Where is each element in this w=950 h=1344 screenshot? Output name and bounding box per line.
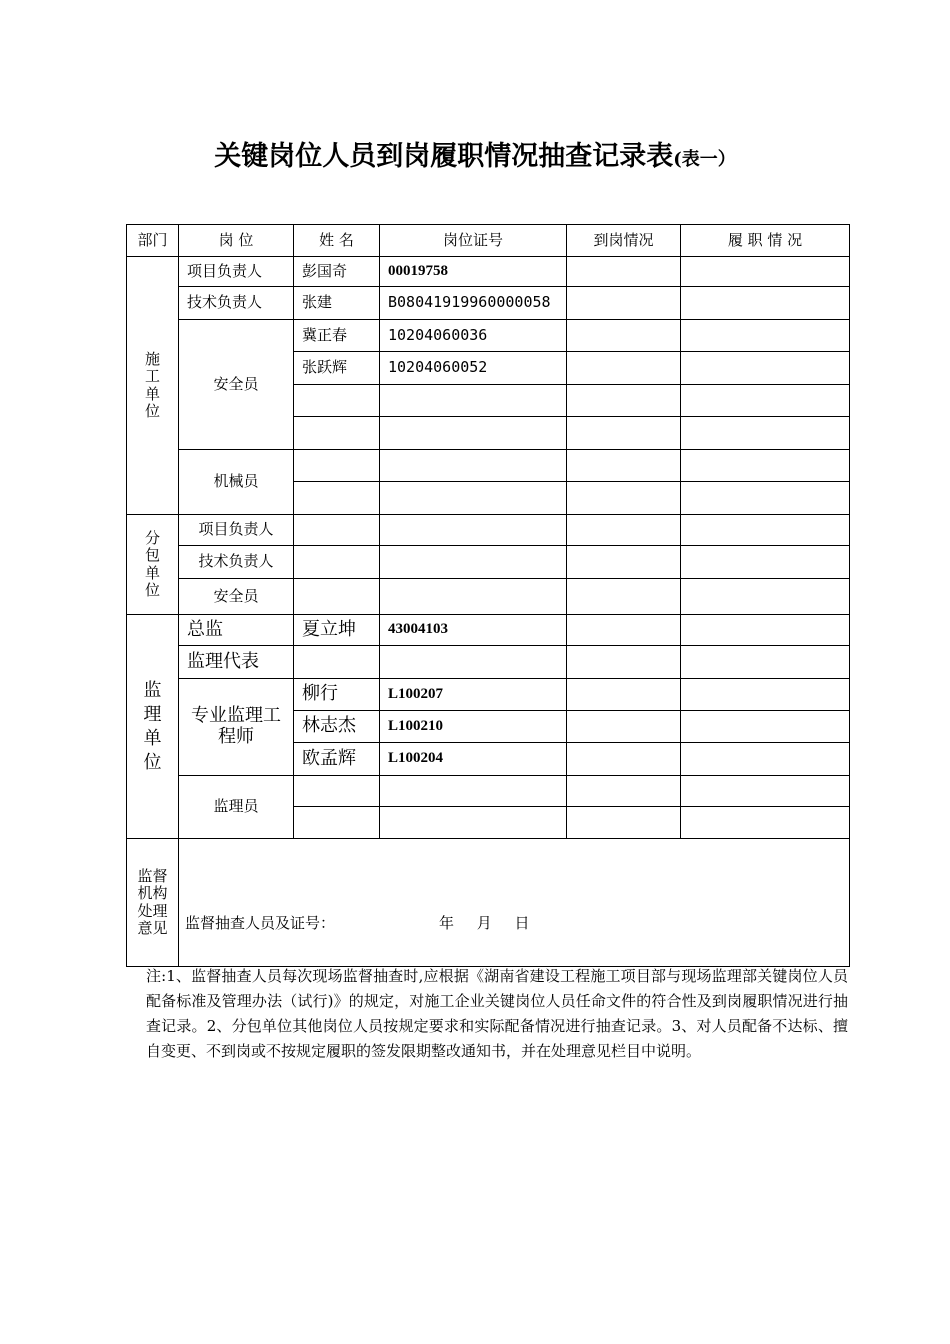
cert-cell: [380, 385, 567, 417]
dept-char: 单: [143, 727, 162, 749]
cert-cell: [380, 646, 567, 679]
duty-cell: [681, 450, 850, 482]
post-cell: 专业监理工程师: [179, 679, 294, 776]
title-suffix: (表一）: [673, 149, 736, 170]
duty-cell: [681, 482, 850, 515]
name-cell: [294, 807, 380, 839]
post-cell: 技术负责人: [179, 287, 294, 320]
duty-cell: [681, 320, 850, 352]
name-cell: 林志杰: [294, 711, 380, 743]
header-dept: 部门: [127, 225, 179, 257]
table-row: [127, 450, 850, 482]
dept-char: 监: [143, 679, 162, 701]
header-arrival: 到岗情况: [567, 225, 681, 257]
name-cell: 欧孟辉: [294, 743, 380, 776]
duty-cell: [681, 546, 850, 579]
duty-cell: [681, 743, 850, 776]
cert-cell: [380, 579, 567, 615]
table-row: [127, 615, 850, 646]
arrival-cell: [567, 546, 681, 579]
cert-cell: [380, 482, 567, 515]
duty-cell: [681, 776, 850, 807]
post-cell: 总监: [179, 615, 294, 646]
name-cell: 柳行: [294, 679, 380, 711]
table-row: [127, 776, 850, 807]
cert-cell: [380, 417, 567, 450]
table-row: [127, 320, 850, 352]
post-cell: 机械员: [179, 450, 294, 515]
post-cell: 项目负责人: [179, 515, 294, 546]
dept-char: 分: [144, 529, 160, 547]
duty-cell: [681, 646, 850, 679]
name-cell: [294, 450, 380, 482]
header-row: [127, 225, 850, 257]
cert-cell: 43004103: [380, 615, 567, 646]
name-cell: [294, 776, 380, 807]
checker-label: 监督抽查人员及证号：: [185, 913, 336, 932]
name-cell: [294, 646, 380, 679]
name-cell: [294, 515, 380, 546]
cert-cell: [380, 515, 567, 546]
duty-cell: [681, 417, 850, 450]
name-cell: [294, 385, 380, 417]
table-row: [127, 287, 850, 320]
cert-cell: 10204060052: [380, 352, 567, 385]
duty-cell: [681, 807, 850, 839]
post-cell: 项目负责人: [179, 257, 294, 287]
post-cell: 安全员: [179, 579, 294, 615]
dept-oversight: [127, 839, 179, 967]
opinion-content: [179, 839, 849, 966]
duty-cell: [681, 352, 850, 385]
post-cell: 监理员: [179, 776, 294, 839]
dept-construction: [127, 257, 179, 515]
arrival-cell: [567, 711, 681, 743]
post-cell: 安全员: [179, 320, 294, 450]
duty-cell: [681, 287, 850, 320]
dept-supervision: [127, 615, 179, 839]
name-cell: 彭国奇: [294, 257, 380, 287]
arrival-cell: [567, 482, 681, 515]
arrival-cell: [567, 257, 681, 287]
arrival-cell: [567, 287, 681, 320]
cert-cell: B08041919960000058: [380, 287, 567, 320]
name-cell: 夏立坤: [294, 615, 380, 646]
page-title: [0, 134, 950, 173]
cert-cell: [380, 776, 567, 807]
header-name: 姓 名: [294, 225, 380, 257]
cert-cell: [380, 807, 567, 839]
arrival-cell: [567, 450, 681, 482]
header-duty: 履 职 情 况: [681, 225, 850, 257]
name-cell: [294, 546, 380, 579]
dept-char: 单: [144, 384, 160, 403]
duty-cell: [681, 257, 850, 287]
name-cell: 张建: [294, 287, 380, 320]
footnote: 注:1、监督抽查人员每次现场监督抽查时,应根据《湖南省建设工程施工项目部与现场监理部关键岗位人员配备标准及管理办法（试行)》的规定，对施工企业关键岗位人员任命文件的符合性及到岗履职情况进行抽查记录。2、分包单位其他岗位人员按规定要求和实际配备情况进行抽查记录。3、对人员配备不达标、擅自变更、不到岗或不按规定履职的签发限期整改通知书，并在处理意见栏目中说明。: [146, 967, 848, 1060]
arrival-cell: [567, 417, 681, 450]
table-row: [127, 257, 850, 287]
dept-char: 施: [144, 350, 160, 368]
duty-cell: [681, 679, 850, 711]
arrival-cell: [567, 776, 681, 807]
cert-cell: [380, 546, 567, 579]
cert-cell: L100210: [380, 711, 567, 743]
table-row: [127, 579, 850, 615]
name-cell: 冀正春: [294, 320, 380, 352]
dept-char: 意见: [137, 918, 168, 937]
table-row: [127, 515, 850, 546]
header-post: 岗 位: [179, 225, 294, 257]
arrival-cell: [567, 579, 681, 615]
arrival-cell: [567, 679, 681, 711]
dept-char: 位: [144, 401, 160, 420]
inspection-table: [126, 224, 850, 967]
duty-cell: [681, 711, 850, 743]
table-row: [127, 546, 850, 579]
arrival-cell: [567, 515, 681, 546]
table-row: [127, 679, 850, 711]
arrival-cell: [567, 646, 681, 679]
arrival-cell: [567, 807, 681, 839]
arrival-cell: [567, 385, 681, 417]
title-main: 关键岗位人员到岗履职情况抽查记录表: [214, 141, 674, 172]
duty-cell: [681, 385, 850, 417]
arrival-cell: [567, 615, 681, 646]
name-cell: [294, 482, 380, 515]
cert-cell: L100204: [380, 743, 567, 776]
cert-cell: L100207: [380, 679, 567, 711]
cert-cell: 10204060036: [380, 320, 567, 352]
arrival-cell: [567, 352, 681, 385]
dept-char: 单: [144, 563, 160, 582]
dept-char: 包: [144, 546, 160, 565]
duty-cell: [681, 515, 850, 546]
dept-char: 处理: [137, 901, 168, 920]
cert-cell: 00019758: [380, 257, 567, 287]
name-cell: [294, 579, 380, 615]
dept-char: 位: [144, 580, 160, 599]
arrival-cell: [567, 743, 681, 776]
post-cell: 监理代表: [179, 646, 294, 679]
dept-char: 理: [143, 703, 162, 725]
signature-line: [179, 915, 530, 932]
duty-cell: [681, 579, 850, 615]
dept-char: 工: [144, 367, 160, 386]
date-label: 年 月 日: [439, 913, 530, 932]
dept-char: 监督: [137, 867, 168, 885]
name-cell: [294, 417, 380, 450]
arrival-cell: [567, 320, 681, 352]
opinion-cell: [179, 839, 850, 967]
header-cert: 岗位证号: [380, 225, 567, 257]
dept-char: 机构: [137, 884, 168, 903]
dept-char: 位: [143, 751, 162, 773]
dept-subcontract: [127, 515, 179, 615]
table-row: [127, 646, 850, 679]
name-cell: 张跃辉: [294, 352, 380, 385]
cert-cell: [380, 450, 567, 482]
duty-cell: [681, 615, 850, 646]
post-cell: 技术负责人: [179, 546, 294, 579]
table-row: [127, 839, 850, 967]
